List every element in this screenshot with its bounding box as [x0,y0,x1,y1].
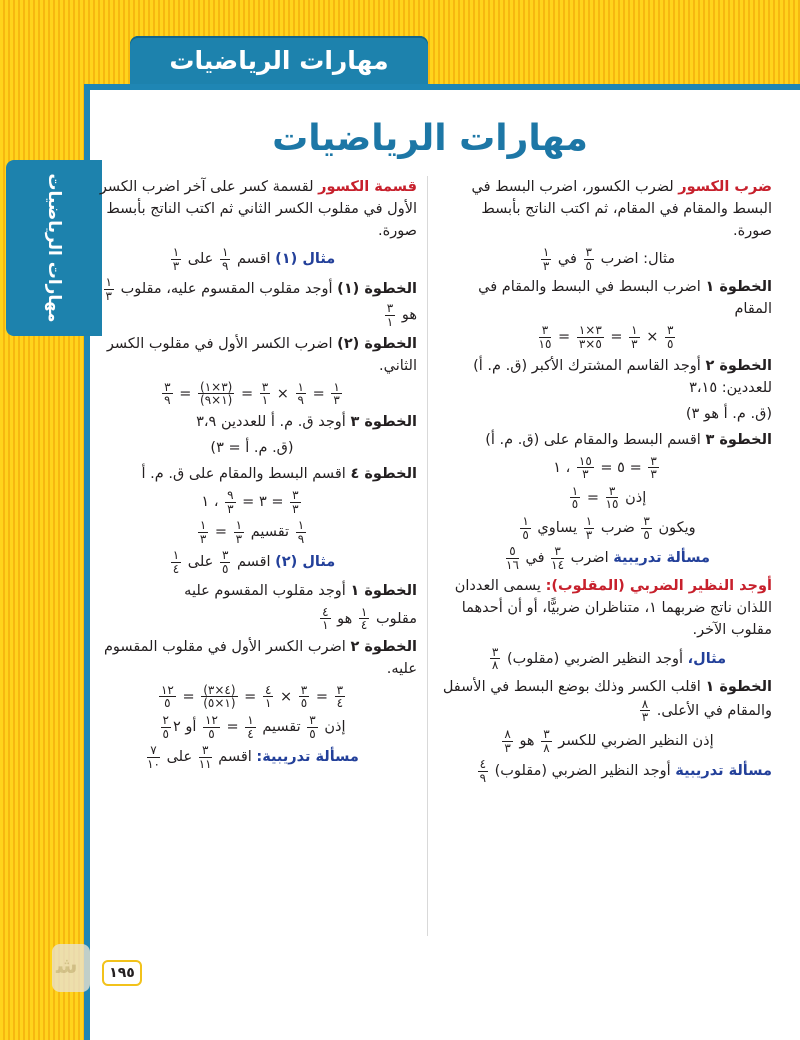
then-line: إذن $\frac{٣}{٥}$ تقسيم $\frac{١}{٤}$ = $\frac{١٢}{٥}$ أو ٢ $\frac{٢}{٥}$ [162,713,346,741]
reciprocal-word: مقلوب [375,610,417,627]
denominator: ٣ [504,740,511,755]
denominator: ٥ [522,527,529,542]
fraction [502,728,512,754]
denominator: ٤ [247,726,254,741]
numerator: ٨ [504,726,511,741]
numerator: ٣ [643,514,650,529]
denominator: ٣ [235,531,243,546]
numerator: ٤ [322,604,329,619]
example-line [87,549,417,575]
numerator: ١ [247,713,254,728]
example-line [442,246,772,272]
practice-line [442,758,772,784]
denominator: ٥ [300,696,308,711]
right-column [442,176,772,788]
fraction [245,714,255,740]
numerator: ٣ [543,726,550,741]
denominator: ٩ [297,531,305,546]
result-line [442,515,772,541]
fraction [225,489,235,515]
division-word: تقسيم [262,719,301,736]
numerator: ٣ [199,744,212,758]
fraction [577,324,604,350]
numerator: ١ [221,245,229,260]
numerator: ٣ [164,379,171,394]
example-text: اقسم [237,251,276,268]
fraction [665,324,675,350]
result-value: ١ [553,459,561,476]
numerator: ١ [585,514,593,529]
practice-label: مسألة تدريبية: [256,749,359,766]
fraction [478,758,488,784]
numerator: ١ [199,518,207,533]
fraction [359,606,369,632]
fraction [201,684,237,710]
connector-text: على [187,251,214,268]
example-line [87,246,417,272]
practice-text: اقسم [218,749,257,766]
then-word: إذن [625,489,647,506]
denominator: ٩ [221,258,229,273]
mixed-whole: ٢ [172,719,181,736]
fraction [320,606,330,632]
division-word: تقسيم [250,524,290,541]
step-text: اضرب الكسر الأول في مقلوب الكسر الثاني. [106,335,417,374]
section-heading: ضرب الكسور [678,179,772,195]
denominator: ٨ [543,740,550,755]
fraction [263,684,273,710]
fraction [584,246,594,272]
step-label: الخطوة ٣ [705,431,772,448]
step-line [87,411,417,433]
fraction [648,455,658,481]
numerator: ٣ [386,301,394,316]
connector-text: على [187,554,214,571]
denominator: ٣ [227,501,234,516]
numerator: ١ [631,323,638,338]
equation: $\frac{١٢}{٥}$ = $\frac{(٤\times ٣)}{(١\times ٥)}$ = $\frac{٤}{١}$ × $\frac{٣}{٥}$ = $\frac{٣}{٤}$ [160,682,344,711]
denominator: ١١ [198,756,212,771]
reciprocal-line [87,606,417,632]
numerator: ١ [235,518,243,533]
section-heading: قسمة الكسور [318,179,417,195]
fraction [551,545,564,571]
step-line [87,276,417,328]
numerator: ٣ [336,682,344,697]
result-end: يساوي [537,520,578,537]
fraction [541,246,551,272]
numerator: (٤×٣) [203,682,236,697]
fraction [296,381,306,407]
fraction [299,684,309,710]
numerator: ١٢ [205,713,218,728]
page-border-top [84,84,800,90]
denominator: ٥ [221,561,229,576]
equation: $\frac{٣}{١٥}$ = $\frac{٣\times ١}{٥\times ٣}$ = $\frac{١}{٣}$ × $\frac{٣}{٥}$ [538,323,674,351]
step-text: اقسم البسط والمقام على (ق. م. أ) [485,431,706,448]
denominator: ٣ [542,258,550,273]
step-label: الخطوة (١) [337,281,417,298]
denominator: ١٠ [147,756,160,771]
equation: $\frac{٣}{٩}$ = $\frac{(٣\times ١)}{(١\times ٩)}$ = $\frac{٣}{١}$ × $\frac{١}{٩}$ = $\frac{١}{٣}$ [164,379,340,408]
numerator: ١ [297,379,304,394]
fraction [640,698,650,724]
fraction [198,381,234,407]
step-text: أوجد مقلوب المقسوم عليه [184,582,351,599]
numerator: ١ [571,483,579,498]
denominator: (١×٥) [203,696,236,711]
denominator: ٣ [650,467,657,482]
multiply-fractions-paragraph [442,176,772,242]
denominator: ٥ [666,336,674,351]
result-value: ٣ [258,494,267,511]
fraction [307,714,317,740]
numerator: ٨ [641,696,649,711]
or-word: أو [185,719,197,736]
step-line [442,429,772,451]
denominator: ١ [322,618,329,633]
numerator: ١ [297,518,305,533]
numerator: ٣ [261,379,269,394]
numerator: ٧ [147,744,160,758]
denominator: ٣ [582,467,589,482]
page-number: ١٩٥ [102,960,142,986]
left-column [87,176,417,774]
denominator: ٤ [336,696,344,711]
step-label: الخطوة ٤ [350,465,417,482]
denominator: ٥ [309,726,316,741]
example-text: اقسم [237,554,276,571]
step-label: الخطوة ١ [350,582,417,599]
equation: ٥ = $\frac{١٥}{٣}$ ، ١ = $\frac{٣}{٣}$ [553,453,657,482]
numerator: ٣ [606,485,619,499]
denominator: (١×٩) [200,393,233,408]
column-divider [427,176,428,936]
step-result: (ق. م. أ = ٣) [210,439,294,456]
step-line [87,463,417,485]
denominator: ٥ [571,497,579,512]
result-text: ويكون [658,520,696,537]
example-line [442,646,772,672]
denominator: ٣ [199,531,207,546]
numerator: (٣×١) [200,379,233,394]
denominator: ٥×٣ [578,336,602,351]
denominator: ٤ [360,618,368,633]
then-text: إذن النظير الضربي للكسر [558,733,714,749]
fraction [162,381,172,407]
step-text: أوجد القاسم المشترك الأكبر (ق. م. أ) للعددين: ٣،١٥ [473,357,772,396]
fraction [161,714,171,740]
denominator: ١ [264,696,272,711]
denominator: ١ [261,393,269,408]
step-text: أوجد ق. م. أ للعددين ٣،٩ [196,413,351,430]
denominator: ٣ [292,501,299,516]
step-result: (ق. م. أ هو ٣) [685,405,772,422]
compound-fraction [331,381,341,407]
numerator: ٣ [292,488,299,502]
paragraph-text: لضرب الكسور، اضرب البسط في البسط والمقام في المقام، ثم اكتب الناتج بأبسط صورة. [471,179,772,240]
numerator: ٤ [479,757,487,772]
fraction [606,485,619,511]
compound-fraction [335,684,345,710]
example-text: أوجد النظير الضربي (مقلوب) [506,650,688,667]
fraction [506,545,519,571]
step-line [442,276,772,320]
then-line: إذن $\frac{٣}{١٥}$ = $\frac{١}{٥}$ [571,483,647,512]
fraction [198,519,208,545]
section-heading: أوجد النظير الضربي (المقلوب): [545,578,772,595]
denominator: ٨ [491,658,499,673]
denominator: ٣ [631,336,638,351]
step-line [87,333,417,377]
step-text: أوجد مقلوب المقسوم عليه، مقلوب [120,281,338,298]
denominator: ٣ [172,258,180,273]
connector-text: في [557,251,577,268]
fraction [490,646,500,672]
step-label: الخطوة ١ [705,678,772,695]
fraction [220,246,230,272]
denominator: ١٤ [551,557,565,572]
divide-fractions-paragraph [87,176,417,242]
equation: ٣ = $\frac{٩}{٣}$ ، ١ = $\frac{٣}{٣}$ [201,488,299,516]
is-word: هو [519,733,535,749]
numerator: ٣ [491,644,499,659]
paragraph-text: يسمى العددان اللذان ناتج ضربهما ١، متناظران ضربيًّا، أو أن أحدهما مقلوب الآخر. [454,578,772,639]
numerator: ٣ [650,453,657,468]
denominator: ٤ [172,561,180,576]
fraction [220,549,230,575]
numerator: ٣ [585,245,592,260]
result-value: ١ [201,494,210,511]
step-label: الخطوة ٢ [705,357,772,374]
step-label: الخطوة ٣ [350,413,417,430]
denominator: ١ [386,315,394,330]
denominator: ١٥ [605,497,619,512]
fraction [296,519,306,545]
header-tab [130,36,428,84]
example-label: مثال (١) [275,251,336,268]
fraction [159,684,176,710]
step-label: الخطوة (٢) [337,335,417,352]
numerator: ٣ [666,323,674,338]
fraction [539,324,552,350]
fraction [171,549,181,575]
fraction [520,515,530,541]
numerator: ٢ [162,713,169,728]
practice-text: أوجد النظير الضربي (مقلوب) [494,763,676,780]
denominator: ٣ [105,288,112,303]
denominator: ٥ [643,527,650,542]
numerator: ٣ [300,682,308,697]
is-word: هو [401,307,417,324]
fraction [541,728,551,754]
example-text: مثال: اضرب [600,251,676,268]
practice-text: اضرب [570,550,614,567]
example-label: مثال، [687,650,727,667]
fraction [290,489,300,515]
header-tab-title: مهارات الرياضيات [169,45,389,75]
connector-text: على [166,749,193,766]
numerator: ٣×١ [578,323,602,338]
denominator: ٥ [208,726,215,741]
is-word: هو [337,610,353,627]
numerator: ٣ [309,713,316,728]
example-label: مثال (٢) [275,554,336,571]
step-text: اقلب الكسر وذلك بوضع البسط في الأسفل والمقام في الأعلى. [442,678,772,719]
numerator: ١ [522,514,529,529]
numerator: ٤ [264,682,272,697]
reciprocal-paragraph [442,575,772,641]
paragraph-text: لقسمة كسر على آخر اضرب الكسر الأول في مقلوب الكسر الثاني ثم اكتب الناتج بأبسط صورة. [99,179,417,240]
then-line [442,728,772,754]
numerator: ١ [172,548,180,563]
step-line [87,636,417,680]
denominator: ٩ [479,770,487,785]
fraction [584,515,594,541]
fraction [171,246,181,272]
denominator: ٣ [585,527,593,542]
step-label: الخطوة ١ [705,279,772,296]
fraction [385,302,395,328]
denominator: ١٥ [538,336,552,351]
denominator: ٥ [162,726,169,741]
fraction [577,455,594,481]
result-value: ٥ [617,459,625,476]
practice-label: مسألة تدريبية [613,550,710,567]
practice-line [87,744,417,770]
step-line [87,580,417,602]
fraction [260,381,270,407]
numerator: ١ [333,379,340,394]
fraction [234,519,244,545]
numerator: ١ [172,245,180,260]
fraction [104,276,114,302]
numerator: ١٥ [578,453,592,468]
practice-line [442,545,772,571]
numerator: ٣ [221,548,229,563]
denominator: ٥ [585,258,592,273]
numerator: ١ [542,245,550,260]
numerator: ١ [105,275,112,290]
then-word: إذن [324,719,346,736]
division-line: $\frac{١}{٩}$ تقسيم $\frac{١}{٣}$ = $\frac{١}{٣}$ [199,518,305,546]
fraction [203,714,220,740]
denominator: ٩ [297,393,304,408]
numerator: ٣ [539,324,552,338]
connector-text: في [525,550,545,567]
page-title: مهارات الرياضيات [272,118,588,159]
fraction [629,324,639,350]
denominator: ٣ [641,710,649,725]
fraction [641,515,651,541]
numerator: ٩ [227,488,234,502]
denominator: ٥ [164,696,171,711]
numerator: ١٢ [160,682,174,697]
publisher-logo-icon: ﺷ [52,944,90,992]
numerator: ٣ [551,545,564,559]
step-text: اضرب البسط في البسط والمقام في المقام [478,279,772,318]
step-text: اضرب الكسر الأول في مقلوب المقسوم عليه. [103,638,417,677]
practice-label: مسألة تدريبية [675,763,772,780]
side-tab-label: مهارات الرياضيات [44,173,64,323]
step-label: الخطوة ٢ [350,638,417,655]
numerator: ٥ [506,545,519,559]
fraction [199,744,212,770]
step-line [442,355,772,399]
step-text: اقسم البسط والمقام على ق. م. أ [141,465,351,482]
result-mid: ضرب [600,520,635,537]
numerator: ١ [360,604,368,619]
fraction [570,485,580,511]
denominator: ٩ [164,393,171,408]
denominator: ١٦ [506,557,519,572]
fraction [147,744,160,770]
denominator: ٣ [333,393,340,408]
step-line [442,676,772,724]
